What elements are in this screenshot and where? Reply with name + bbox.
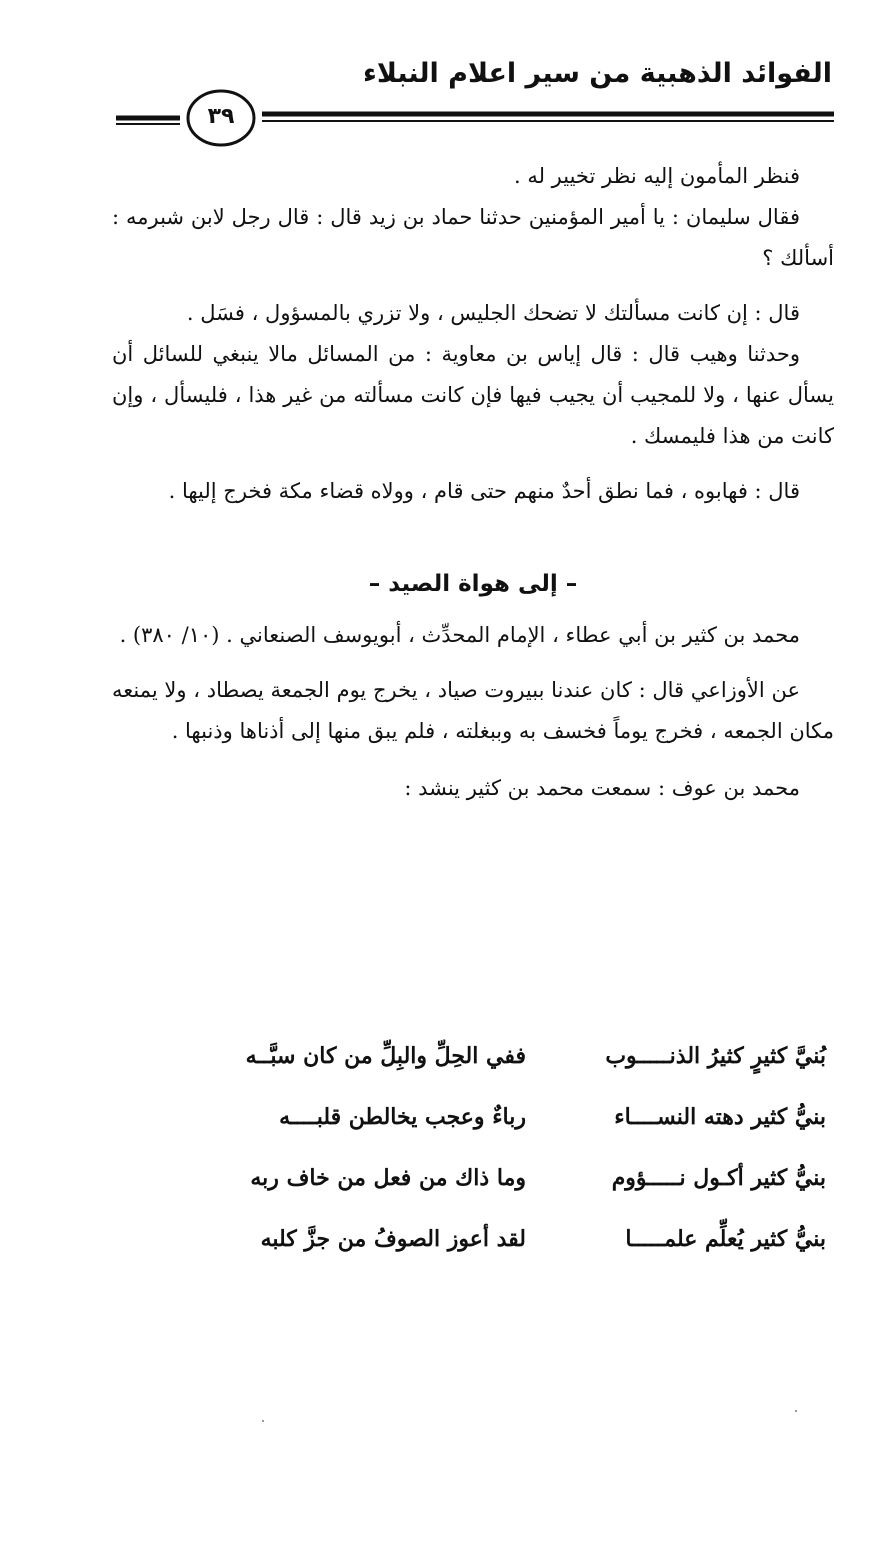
verse-first-hemistich: بنيُّ كثير أكـول نـــــؤوم [611,1164,826,1191]
verse-second-hemistich: رباءٌ وعجب يخالطن قلبــــه [279,1103,526,1130]
page-number: ٣٩ [207,103,235,129]
paragraph: فقال سليمان : يا أمير المؤمنين حدثنا حماد بن زيد قال : قال رجل لابن شبرمه : أسألك ؟ [112,205,834,270]
poem [246,1025,826,1269]
paragraph: وحدثنا وهيب قال : قال إياس بن معاوية : من المسائل مالا ينبغي للسائل أن يسأل عنها ، ولا للمجيب أن يجيب فيها فإن كانت مسألته من غير هذا ، فليسأل ، وإن كانت من هذا فليمسك . [112,342,834,448]
verse-line [246,1147,826,1208]
story-paragraph: عن الأوزاعي قال : كان عندنا ببيروت صياد ، يخرج يوم الجمعة يصطاد ، ولا يمنعه مكان الجمعه ، فخرج يوماً فخسف به وببغلته ، فلم يبق منها إلى أذناها وذنبها . [112,678,834,743]
scan-speck [795,1410,797,1412]
paragraph: قال : إن كانت مسألتك لا تضحك الجليس ، ولا تزري بالمسؤول ، فسَل . [186,301,800,325]
verse-line [246,1086,826,1147]
verse-second-hemistich: وما ذاك من فعل من خاف ربه [250,1164,526,1191]
section-title: – إلى هواة الصيد – [368,571,578,597]
paragraph: قال : فهابوه ، فما نطق أحدٌ منهم حتى قام ، وولاه قضاء مكة فخرج إليها . [168,479,800,503]
biography-line: محمد بن كثير بن أبي عطاء ، الإمام المحدِّث ، أبويوسف الصنعاني . (١٠/ ٣٨٠) . [119,623,800,647]
paragraph: فنظر المأمون إليه نظر تخيير له . [513,164,800,188]
verse-first-hemistich: بنيُّ كثير دهته النســــاء [614,1103,826,1130]
verse-intro: محمد بن عوف : سمعت محمد بن كثير ينشد : [404,776,800,800]
body-text [112,156,834,809]
verse-line [246,1208,826,1269]
verse-second-hemistich: ففي الحِلِّ والبِلِّ من كان سبَّــه [245,1042,526,1069]
verse-second-hemistich: لقد أعوز الصوفُ من جزَّ كلبه [260,1225,526,1252]
verse-line [246,1025,826,1086]
verse-first-hemistich: بُنيَّ كثيرٍ كثيرُ الذنـــــوب [605,1042,826,1069]
scan-speck [262,1420,264,1422]
verse-first-hemistich: بنيُّ كثير يُعلِّم علمـــــا [625,1225,826,1252]
running-header-title: الفوائد الذهبية من سير اعلام النبلاء [363,58,832,89]
